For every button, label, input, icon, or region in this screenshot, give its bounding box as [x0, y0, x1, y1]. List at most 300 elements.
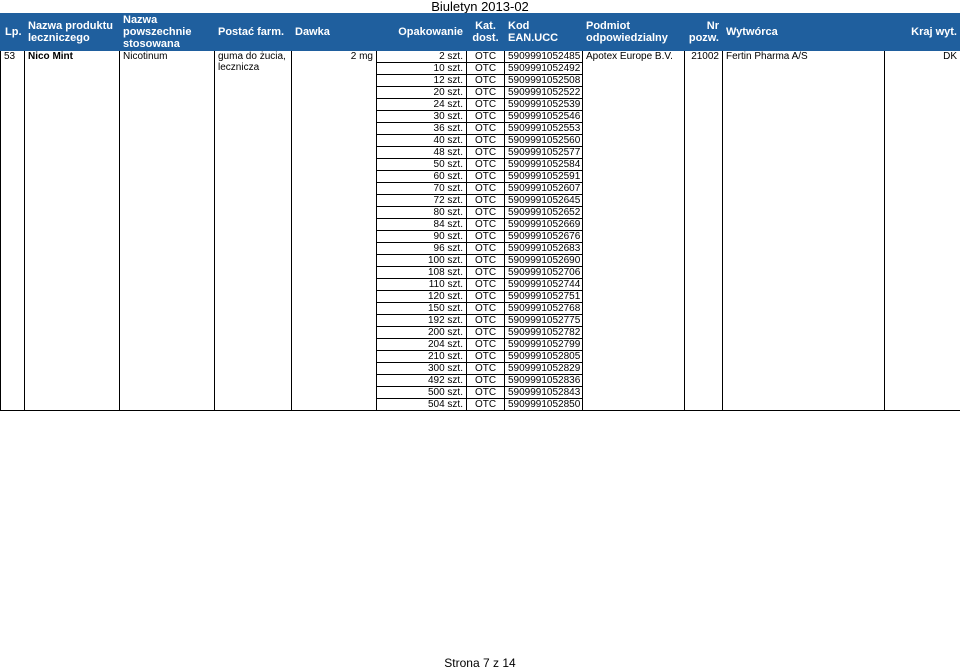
- cell-country: [885, 195, 960, 207]
- cell-pack: 300 szt.: [377, 363, 467, 375]
- cell-inn: [120, 375, 215, 387]
- cell-pack: 2 szt.: [377, 51, 467, 63]
- cell-resp: [583, 231, 685, 243]
- header-kat: Kat. dost.: [467, 14, 505, 51]
- cell-dose: [292, 327, 377, 339]
- cell-resp: [583, 399, 685, 411]
- cell-ean: 5909991052669: [505, 219, 583, 231]
- cell-maker: [723, 291, 885, 303]
- cell-maker: [723, 183, 885, 195]
- cell-form: [215, 123, 292, 135]
- cell-nr: [685, 183, 723, 195]
- cell-country: [885, 99, 960, 111]
- table-row: [1, 123, 960, 135]
- cell-inn: [120, 171, 215, 183]
- cell-product: Nico Mint: [25, 51, 120, 63]
- cell-nr: [685, 327, 723, 339]
- cell-maker: [723, 279, 885, 291]
- cell-inn: [120, 123, 215, 135]
- table-row: [1, 87, 960, 99]
- cell-resp: [583, 195, 685, 207]
- cell-product: [25, 207, 120, 219]
- cell-maker: [723, 387, 885, 399]
- cell-form: [215, 231, 292, 243]
- cell-maker: [723, 231, 885, 243]
- cell-form: [215, 87, 292, 99]
- cell-dose: [292, 171, 377, 183]
- cell-dose: [292, 291, 377, 303]
- cell-lp: [1, 135, 25, 147]
- cell-product: [25, 387, 120, 399]
- cell-pack: 120 szt.: [377, 291, 467, 303]
- cell-product: [25, 171, 120, 183]
- cell-kat: OTC: [467, 135, 505, 147]
- cell-product: [25, 315, 120, 327]
- cell-nr: [685, 147, 723, 159]
- cell-inn: [120, 111, 215, 123]
- cell-nr: [685, 159, 723, 171]
- cell-resp: [583, 159, 685, 171]
- header-maker: Wytwórca: [723, 14, 885, 51]
- cell-country: [885, 279, 960, 291]
- cell-dose: [292, 267, 377, 279]
- cell-pack: 24 szt.: [377, 99, 467, 111]
- cell-lp: [1, 207, 25, 219]
- cell-kat: OTC: [467, 291, 505, 303]
- cell-inn: [120, 231, 215, 243]
- cell-nr: [685, 75, 723, 87]
- cell-product: [25, 219, 120, 231]
- cell-form: [215, 399, 292, 411]
- cell-kat: OTC: [467, 75, 505, 87]
- cell-lp: [1, 99, 25, 111]
- cell-nr: [685, 303, 723, 315]
- cell-ean: 5909991052652: [505, 207, 583, 219]
- cell-maker: [723, 363, 885, 375]
- cell-lp: [1, 183, 25, 195]
- cell-pack: 12 szt.: [377, 75, 467, 87]
- table-header-row: [1, 14, 960, 51]
- cell-maker: [723, 255, 885, 267]
- cell-resp: [583, 327, 685, 339]
- drug-registry-table: [0, 13, 960, 411]
- cell-form: [215, 327, 292, 339]
- cell-inn: [120, 183, 215, 195]
- cell-dose: [292, 207, 377, 219]
- cell-lp: [1, 171, 25, 183]
- cell-ean: 5909991052690: [505, 255, 583, 267]
- cell-form: [215, 147, 292, 159]
- page-footer: Strona 7 z 14: [444, 656, 516, 670]
- header-ean: Kod EAN.UCC: [505, 14, 583, 51]
- cell-lp: [1, 111, 25, 123]
- cell-pack: 200 szt.: [377, 327, 467, 339]
- cell-inn: [120, 195, 215, 207]
- cell-kat: OTC: [467, 387, 505, 399]
- cell-maker: [723, 87, 885, 99]
- table-row: [1, 351, 960, 363]
- cell-pack: 80 szt.: [377, 207, 467, 219]
- cell-dose: [292, 123, 377, 135]
- cell-kat: OTC: [467, 195, 505, 207]
- cell-form: [215, 171, 292, 183]
- cell-form: [215, 99, 292, 111]
- cell-product: [25, 351, 120, 363]
- cell-form: [215, 135, 292, 147]
- cell-inn: [120, 99, 215, 111]
- cell-dose: 2 mg: [292, 51, 377, 63]
- cell-product: [25, 63, 120, 75]
- cell-form: [215, 111, 292, 123]
- cell-pack: 210 szt.: [377, 351, 467, 363]
- cell-product: [25, 231, 120, 243]
- cell-dose: [292, 399, 377, 411]
- cell-lp: [1, 267, 25, 279]
- cell-product: [25, 111, 120, 123]
- cell-ean: 5909991052577: [505, 147, 583, 159]
- cell-form: [215, 363, 292, 375]
- table-row: [1, 279, 960, 291]
- bulletin-title: Biuletyn 2013-02: [431, 0, 529, 14]
- cell-inn: [120, 363, 215, 375]
- cell-kat: OTC: [467, 363, 505, 375]
- cell-product: [25, 135, 120, 147]
- cell-ean: 5909991052751: [505, 291, 583, 303]
- cell-lp: [1, 63, 25, 75]
- cell-ean: 5909991052522: [505, 87, 583, 99]
- cell-ean: 5909991052591: [505, 171, 583, 183]
- cell-dose: [292, 159, 377, 171]
- cell-ean: 5909991052560: [505, 135, 583, 147]
- cell-country: [885, 255, 960, 267]
- table-row: [1, 387, 960, 399]
- cell-ean: 5909991052829: [505, 363, 583, 375]
- cell-form: [215, 291, 292, 303]
- table-row: [1, 291, 960, 303]
- cell-form: [215, 267, 292, 279]
- cell-country: [885, 207, 960, 219]
- cell-form: [215, 243, 292, 255]
- table-row: [1, 243, 960, 255]
- cell-pack: 84 szt.: [377, 219, 467, 231]
- cell-ean: 5909991052683: [505, 243, 583, 255]
- cell-kat: OTC: [467, 339, 505, 351]
- cell-country: [885, 291, 960, 303]
- cell-ean: 5909991052782: [505, 327, 583, 339]
- cell-nr: [685, 243, 723, 255]
- cell-maker: [723, 147, 885, 159]
- cell-dose: [292, 315, 377, 327]
- cell-inn: [120, 267, 215, 279]
- cell-dose: [292, 183, 377, 195]
- table-row: [1, 51, 960, 63]
- cell-product: [25, 159, 120, 171]
- cell-maker: [723, 75, 885, 87]
- cell-country: [885, 375, 960, 387]
- cell-dose: [292, 135, 377, 147]
- cell-dose: [292, 219, 377, 231]
- table-row: [1, 63, 960, 75]
- cell-kat: OTC: [467, 63, 505, 75]
- cell-product: [25, 195, 120, 207]
- cell-ean: 5909991052676: [505, 231, 583, 243]
- cell-pack: 96 szt.: [377, 243, 467, 255]
- cell-country: [885, 351, 960, 363]
- cell-ean: 5909991052775: [505, 315, 583, 327]
- cell-inn: [120, 135, 215, 147]
- cell-ean: 5909991052843: [505, 387, 583, 399]
- cell-dose: [292, 351, 377, 363]
- cell-form: [215, 279, 292, 291]
- cell-maker: [723, 159, 885, 171]
- cell-resp: [583, 291, 685, 303]
- cell-form: [215, 351, 292, 363]
- cell-lp: [1, 195, 25, 207]
- cell-inn: [120, 75, 215, 87]
- cell-inn: [120, 315, 215, 327]
- cell-country: [885, 147, 960, 159]
- cell-lp: [1, 147, 25, 159]
- table-row: [1, 135, 960, 147]
- cell-pack: 192 szt.: [377, 315, 467, 327]
- cell-resp: [583, 87, 685, 99]
- cell-inn: [120, 291, 215, 303]
- cell-resp: [583, 303, 685, 315]
- cell-kat: OTC: [467, 255, 505, 267]
- cell-pack: 100 szt.: [377, 255, 467, 267]
- cell-dose: [292, 303, 377, 315]
- cell-maker: [723, 243, 885, 255]
- cell-dose: [292, 99, 377, 111]
- header-dose: Dawka: [292, 14, 377, 51]
- cell-dose: [292, 63, 377, 75]
- cell-product: [25, 75, 120, 87]
- cell-ean: 5909991052744: [505, 279, 583, 291]
- cell-pack: 30 szt.: [377, 111, 467, 123]
- cell-ean: 5909991052553: [505, 123, 583, 135]
- table-row: [1, 315, 960, 327]
- cell-lp: [1, 339, 25, 351]
- header-pack: Opakowanie: [377, 14, 467, 51]
- cell-pack: 40 szt.: [377, 135, 467, 147]
- table-row: [1, 399, 960, 411]
- cell-dose: [292, 375, 377, 387]
- cell-dose: [292, 243, 377, 255]
- cell-ean: 5909991052485: [505, 51, 583, 63]
- table-row: [1, 207, 960, 219]
- cell-nr: [685, 231, 723, 243]
- cell-form: [215, 183, 292, 195]
- header-inn: Nazwa powszechnie stosowana: [120, 14, 215, 51]
- cell-country: [885, 159, 960, 171]
- cell-lp: [1, 363, 25, 375]
- cell-inn: [120, 399, 215, 411]
- cell-inn: [120, 387, 215, 399]
- cell-kat: OTC: [467, 399, 505, 411]
- cell-kat: OTC: [467, 315, 505, 327]
- cell-resp: [583, 99, 685, 111]
- cell-lp: [1, 159, 25, 171]
- table-row: [1, 159, 960, 171]
- cell-ean: 5909991052799: [505, 339, 583, 351]
- cell-pack: 72 szt.: [377, 195, 467, 207]
- cell-nr: [685, 87, 723, 99]
- cell-maker: [723, 327, 885, 339]
- cell-country: [885, 135, 960, 147]
- cell-product: [25, 183, 120, 195]
- cell-maker: [723, 351, 885, 363]
- cell-kat: OTC: [467, 207, 505, 219]
- cell-kat: OTC: [467, 171, 505, 183]
- cell-nr: [685, 123, 723, 135]
- cell-pack: 150 szt.: [377, 303, 467, 315]
- table-row: [1, 99, 960, 111]
- cell-country: [885, 219, 960, 231]
- table-row: [1, 219, 960, 231]
- cell-ean: 5909991052836: [505, 375, 583, 387]
- cell-form: [215, 207, 292, 219]
- cell-form: [215, 387, 292, 399]
- cell-lp: [1, 291, 25, 303]
- table-row: [1, 195, 960, 207]
- cell-inn: [120, 351, 215, 363]
- cell-nr: [685, 63, 723, 75]
- cell-ean: 5909991052645: [505, 195, 583, 207]
- cell-dose: [292, 87, 377, 99]
- table-row: [1, 327, 960, 339]
- cell-product: [25, 255, 120, 267]
- cell-nr: [685, 399, 723, 411]
- cell-nr: [685, 339, 723, 351]
- cell-product: [25, 327, 120, 339]
- cell-pack: 492 szt.: [377, 375, 467, 387]
- cell-ean: 5909991052508: [505, 75, 583, 87]
- cell-nr: [685, 279, 723, 291]
- cell-lp: [1, 315, 25, 327]
- cell-resp: [583, 279, 685, 291]
- cell-pack: 500 szt.: [377, 387, 467, 399]
- cell-kat: OTC: [467, 51, 505, 63]
- cell-resp: [583, 183, 685, 195]
- cell-resp: [583, 75, 685, 87]
- cell-product: [25, 99, 120, 111]
- cell-maker: [723, 171, 885, 183]
- cell-dose: [292, 279, 377, 291]
- cell-dose: [292, 111, 377, 123]
- cell-resp: [583, 135, 685, 147]
- header-nr: Nr pozw.: [685, 14, 723, 51]
- cell-country: [885, 339, 960, 351]
- cell-product: [25, 267, 120, 279]
- cell-dose: [292, 363, 377, 375]
- cell-kat: OTC: [467, 99, 505, 111]
- cell-ean: 5909991052492: [505, 63, 583, 75]
- cell-inn: [120, 87, 215, 99]
- cell-pack: 50 szt.: [377, 159, 467, 171]
- cell-nr: 21002: [685, 51, 723, 63]
- cell-nr: [685, 267, 723, 279]
- cell-pack: 504 szt.: [377, 399, 467, 411]
- cell-pack: 110 szt.: [377, 279, 467, 291]
- cell-country: [885, 111, 960, 123]
- cell-resp: [583, 255, 685, 267]
- cell-kat: OTC: [467, 219, 505, 231]
- cell-maker: [723, 111, 885, 123]
- cell-kat: OTC: [467, 279, 505, 291]
- cell-nr: [685, 207, 723, 219]
- table-row: [1, 183, 960, 195]
- cell-maker: [723, 135, 885, 147]
- cell-pack: 36 szt.: [377, 123, 467, 135]
- table-row: [1, 111, 960, 123]
- cell-kat: OTC: [467, 231, 505, 243]
- cell-inn: [120, 159, 215, 171]
- header-resp: Podmiot odpowiedzialny: [583, 14, 685, 51]
- cell-pack: 48 szt.: [377, 147, 467, 159]
- cell-lp: 53: [1, 51, 25, 63]
- table-row: [1, 255, 960, 267]
- cell-resp: Apotex Europe B.V.: [583, 51, 685, 63]
- cell-ean: 5909991052539: [505, 99, 583, 111]
- cell-country: [885, 75, 960, 87]
- cell-kat: OTC: [467, 159, 505, 171]
- cell-dose: [292, 231, 377, 243]
- cell-dose: [292, 387, 377, 399]
- cell-inn: [120, 303, 215, 315]
- cell-form: [215, 195, 292, 207]
- cell-maker: [723, 267, 885, 279]
- cell-form: [215, 75, 292, 87]
- cell-country: [885, 399, 960, 411]
- cell-ean: 5909991052768: [505, 303, 583, 315]
- cell-form: [215, 315, 292, 327]
- cell-kat: OTC: [467, 243, 505, 255]
- cell-product: [25, 375, 120, 387]
- cell-pack: 108 szt.: [377, 267, 467, 279]
- cell-kat: OTC: [467, 303, 505, 315]
- cell-form: [215, 255, 292, 267]
- cell-resp: [583, 111, 685, 123]
- cell-maker: [723, 99, 885, 111]
- cell-dose: [292, 255, 377, 267]
- cell-lp: [1, 87, 25, 99]
- cell-maker: [723, 219, 885, 231]
- cell-resp: [583, 147, 685, 159]
- cell-inn: Nicotinum: [120, 51, 215, 63]
- cell-form: [215, 303, 292, 315]
- cell-lp: [1, 351, 25, 363]
- cell-maker: [723, 315, 885, 327]
- cell-resp: [583, 219, 685, 231]
- cell-lp: [1, 231, 25, 243]
- cell-lp: [1, 399, 25, 411]
- cell-country: [885, 387, 960, 399]
- cell-lp: [1, 303, 25, 315]
- cell-country: DK: [885, 51, 960, 63]
- cell-pack: 90 szt.: [377, 231, 467, 243]
- cell-form: [215, 375, 292, 387]
- cell-kat: OTC: [467, 147, 505, 159]
- cell-country: [885, 267, 960, 279]
- cell-pack: 204 szt.: [377, 339, 467, 351]
- cell-inn: [120, 63, 215, 75]
- table-row: [1, 303, 960, 315]
- cell-inn: [120, 147, 215, 159]
- cell-country: [885, 87, 960, 99]
- cell-country: [885, 63, 960, 75]
- cell-lp: [1, 219, 25, 231]
- cell-ean: 5909991052805: [505, 351, 583, 363]
